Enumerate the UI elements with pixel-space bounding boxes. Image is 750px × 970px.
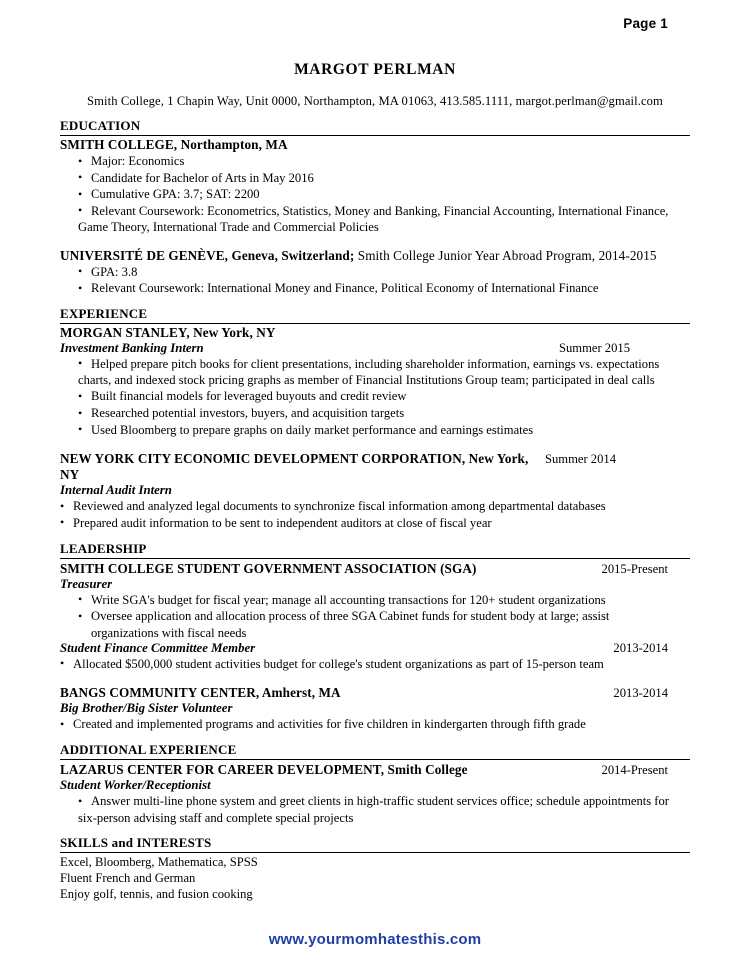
additional-entry-lazarus bbox=[60, 762, 690, 826]
bullet-list bbox=[60, 794, 690, 810]
list-item: • Answer multi-line phone system and greet clients in high-traffic student services office; schedule appointments for bbox=[78, 794, 690, 810]
section-title-leadership: LEADERSHIP bbox=[60, 541, 690, 559]
date-range: 2014-Present bbox=[601, 763, 668, 778]
bullet-list bbox=[60, 357, 690, 373]
list-item: • Prepared audit information to be sent to independent auditors at close of fiscal year bbox=[60, 516, 690, 532]
list-item: • Created and implemented programs and activities for five children in kindergarten through fifth grade bbox=[60, 717, 690, 733]
list-item: • GPA: 3.8 bbox=[78, 265, 690, 281]
date-range: Summer 2015 bbox=[558, 340, 630, 355]
bullet-continuation: organizations with fiscal needs bbox=[91, 625, 247, 640]
organization-name: LAZARUS CENTER FOR CAREER DEVELOPMENT, Smith College bbox=[60, 762, 468, 778]
section-title-education: EDUCATION bbox=[60, 118, 690, 136]
job-title-row bbox=[60, 641, 690, 656]
organization-row bbox=[60, 451, 690, 483]
list-item: • Oversee application and allocation process of three SGA Cabinet funds for student body at large; assist bbox=[78, 609, 690, 625]
section-experience bbox=[60, 306, 690, 532]
list-item: • Built financial models for leveraged buyouts and credit review bbox=[78, 389, 690, 405]
job-title: Student Worker/Receptionist bbox=[60, 778, 211, 793]
page-number: Page 1 bbox=[623, 16, 668, 31]
bullet-list bbox=[60, 717, 690, 733]
organization-row bbox=[60, 685, 690, 701]
job-title: Internal Audit Intern bbox=[60, 483, 172, 498]
bullet-list bbox=[60, 389, 690, 438]
date-range: Summer 2014 bbox=[544, 452, 616, 467]
footer-url[interactable]: www.yourmomhatesthis.com bbox=[268, 931, 482, 948]
list-item: • Cumulative GPA: 3.7; SAT: 2200 bbox=[78, 187, 690, 203]
organization-name-bold: UNIVERSITÉ DE GENÈVE, Geneva, Switzerland; bbox=[60, 247, 355, 263]
date-range: 2013-2014 bbox=[613, 686, 668, 701]
section-title-experience: EXPERIENCE bbox=[60, 306, 690, 324]
list-item: • Reviewed and analyzed legal documents to synchronize fiscal information among departmental databases bbox=[60, 499, 690, 515]
organization-name: SMITH COLLEGE, Northampton, MA bbox=[60, 137, 288, 152]
section-leadership bbox=[60, 541, 690, 734]
section-title-additional: ADDITIONAL EXPERIENCE bbox=[60, 742, 690, 760]
organization-name-detail: Smith College Junior Year Abroad Program, 2014-2015 bbox=[354, 247, 657, 263]
candidate-name: MARGOT PERLMAN bbox=[294, 61, 456, 78]
list-item: • Relevant Coursework: Econometrics, Statistics, Money and Banking, Financial Accounting, International Finance, bbox=[78, 204, 690, 220]
bullet-continuation: charts, and indexed stock pricing graphs as member of Financial Institutions Group team; participated in deal calls bbox=[78, 373, 655, 388]
section-additional-experience bbox=[60, 742, 690, 826]
education-entry-smith bbox=[60, 137, 690, 236]
list-item: • Researched potential investors, buyers, and acquisition targets bbox=[78, 406, 690, 422]
skills-line: Excel, Bloomberg, Mathematica, SPSS bbox=[60, 854, 258, 869]
section-title-skills: SKILLS and INTERESTS bbox=[60, 835, 690, 853]
organization-name: NEW YORK CITY ECONOMIC DEVELOPMENT CORPORATION, New York, NY bbox=[60, 451, 529, 483]
organization-name: MORGAN STANLEY, New York, NY bbox=[60, 324, 276, 340]
date-range: 2015-Present bbox=[601, 561, 668, 576]
list-item: • Helped prepare pitch books for client presentations, including shareholder information, earnings vs. expectations bbox=[78, 357, 690, 373]
bullet-list bbox=[60, 657, 690, 673]
bullet-list bbox=[60, 154, 690, 219]
bullet-list bbox=[60, 593, 690, 625]
organization-name: BANGS COMMUNITY CENTER, Amherst, MA bbox=[60, 685, 341, 701]
organization-name bbox=[60, 248, 690, 264]
leadership-entry-sga bbox=[60, 561, 690, 673]
section-education bbox=[60, 118, 690, 297]
bullet-list bbox=[60, 265, 690, 297]
bullet-continuation: Game Theory, International Trade and Commercial Policies bbox=[78, 220, 379, 235]
section-skills-interests bbox=[60, 835, 690, 902]
list-item: • Used Bloomberg to prepare graphs on daily market performance and earnings estimates bbox=[78, 423, 690, 439]
list-item: • Relevant Coursework: International Money and Finance, Political Economy of International Finance bbox=[78, 281, 690, 297]
bullet-list bbox=[60, 499, 690, 531]
interests-line: Enjoy golf, tennis, and fusion cooking bbox=[60, 887, 253, 902]
leadership-entry-bangs bbox=[60, 685, 690, 733]
list-item: • Write SGA's budget for fiscal year; manage all accounting transactions for 120+ student organizations bbox=[78, 593, 690, 609]
organization-name: SMITH COLLEGE STUDENT GOVERNMENT ASSOCIATION (SGA) bbox=[60, 560, 477, 576]
organization-row bbox=[60, 762, 690, 778]
job-title: Investment Banking Intern bbox=[60, 340, 204, 355]
bullet-continuation: six-person advising staff and complete special projects bbox=[78, 810, 354, 825]
job-title: Big Brother/Big Sister Volunteer bbox=[60, 701, 233, 716]
education-entry-geneve bbox=[60, 248, 690, 297]
list-item: • Allocated $500,000 student activities budget for college's student organizations as part of 15-person team bbox=[60, 657, 690, 673]
list-item: • Candidate for Bachelor of Arts in May 2016 bbox=[78, 171, 690, 187]
job-title-row bbox=[60, 341, 690, 356]
organization-row bbox=[60, 561, 690, 577]
languages-line: Fluent French and German bbox=[60, 870, 196, 885]
job-title: Student Finance Committee Member bbox=[60, 640, 256, 655]
experience-entry-nycedc bbox=[60, 451, 690, 531]
contact-line: Smith College, 1 Chapin Way, Unit 0000, Northampton, MA 01063, 413.585.1111, margot.perlman@gmail.com bbox=[87, 94, 663, 108]
experience-entry-morgan-stanley bbox=[60, 325, 690, 439]
list-item: • Major: Economics bbox=[78, 154, 690, 170]
date-range: 2013-2014 bbox=[613, 640, 668, 655]
job-title: Treasurer bbox=[60, 576, 113, 591]
